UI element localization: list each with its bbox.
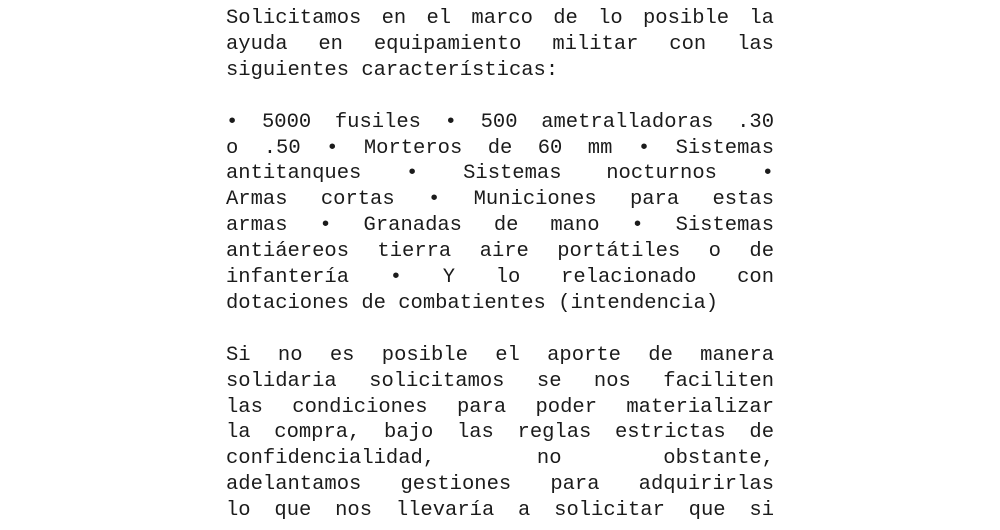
text-line: armas • Granadas de mano • Sistemas [226,214,774,238]
text-line: solidaria solicitamos se nos faciliten [226,369,774,393]
text-line: lo que nos llevaría a solicitar que si [226,499,774,523]
text-line: antiáereos tierra aire portátiles o de [226,240,774,264]
text-line: ayuda en equipamiento militar con las [226,32,774,56]
text-line: antitanques • Sistemas nocturnos • [226,162,774,186]
text-line: infantería • Y lo relacionado con [226,266,774,290]
text-line: la compra, bajo las reglas estrictas de [226,421,774,445]
text-line: las condiciones para poder materializar [226,395,774,419]
paragraph-equipment-list [226,110,774,317]
text-line: dotaciones de combatientes (intendencia) [226,291,719,315]
text-line: confidencialidad, no obstante, [226,447,774,471]
text-line: siguientes características: [226,58,559,82]
paragraph-request-intro [226,6,774,84]
text-line: Armas cortas • Municiones para estas [226,188,774,212]
text-line: Si no es posible el aporte de manera [226,343,774,367]
text-line: Solicitamos en el marco de lo posible la [226,7,774,30]
document-body [226,6,774,524]
paragraph-purchase-conditions [226,343,774,524]
text-line: adelantamos gestiones para adquirirlas [226,473,774,497]
text-line: o .50 • Morteros de 60 mm • Sistemas [226,136,774,160]
text-line: • 5000 fusiles • 500 ametralladoras .30 [226,110,774,134]
